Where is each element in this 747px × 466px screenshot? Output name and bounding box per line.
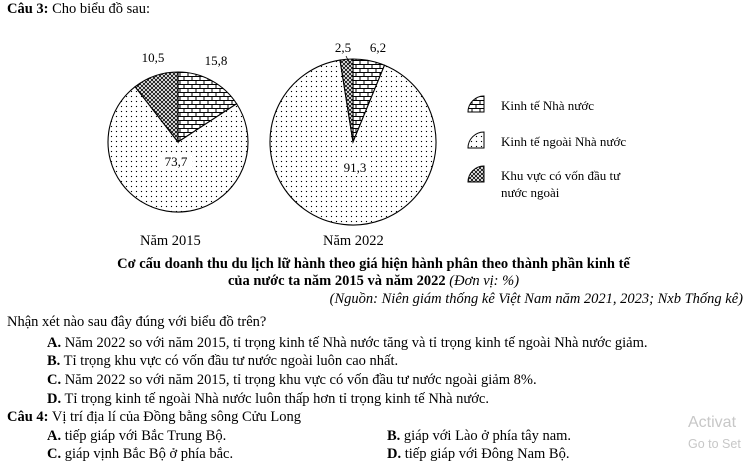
option-text: tiếp giáp với Đông Nam Bộ. xyxy=(404,446,570,462)
legend-label-0: Kinh tế Nhà nước xyxy=(501,98,594,113)
pie-2015-value-label: 73,7 xyxy=(164,154,188,169)
chart-title-line1: Cơ cấu doanh thu du lịch lữ hành theo giá hiện hành phân theo thành phần kinh tế xyxy=(117,256,630,272)
option-text: Tỉ trọng khu vực có vốn đầu tư nước ngoài luôn cao nhất. xyxy=(63,353,399,369)
option-letter: C. xyxy=(47,372,62,388)
pie-2022-value-label: 6,2 xyxy=(369,40,387,55)
legend-swatch-1 xyxy=(468,132,484,148)
option-text: giáp vịnh Bắc Bộ ở phía bắc. xyxy=(64,446,234,462)
option-letter: B. xyxy=(387,428,401,444)
chart-title-main: của nước ta năm 2015 và năm 2022 xyxy=(227,273,446,289)
legend-swatch-2 xyxy=(468,166,484,182)
option-letter: A. xyxy=(47,428,62,444)
legend-label-1: Kinh tế ngoài Nhà nước xyxy=(501,134,627,149)
activation-watermark-line2: Go to Set xyxy=(688,437,741,451)
option-text: Năm 2022 so với năm 2015, tỉ trọng kinh tế Nhà nước tăng và tỉ trọng kinh tế ngoài Nhà nước giảm. xyxy=(64,335,648,351)
question-3-text: Cho biểu đồ sau: xyxy=(52,1,150,17)
question-3-prompt: Nhận xét nào sau đây đúng với biểu đồ trên? xyxy=(7,314,267,330)
pie-2022-year-label: Năm 2022 xyxy=(323,233,384,249)
activation-watermark-line1: Activat xyxy=(688,414,737,431)
q4-option-b[interactable] xyxy=(387,428,571,445)
q3-option-b[interactable] xyxy=(47,353,398,370)
option-letter: D. xyxy=(387,446,402,462)
pie-2015-value-label: 15,8 xyxy=(204,53,228,68)
q4-option-c[interactable] xyxy=(47,446,233,463)
q4-option-d[interactable] xyxy=(387,446,569,463)
pie-2015-year-label: Năm 2015 xyxy=(140,233,201,249)
question-4-text: Vị trí địa lí của Đồng bằng sông Cửu Long xyxy=(51,409,301,425)
question-4-label: Câu 4: xyxy=(7,409,49,425)
legend-swatch-0 xyxy=(468,96,484,112)
chart-title-line2 xyxy=(0,273,747,290)
option-letter: C. xyxy=(47,446,62,462)
option-text: giáp với Lào ở phía tây nam. xyxy=(403,428,572,444)
q3-option-d[interactable] xyxy=(47,391,489,408)
option-text: Tỉ trọng kinh tế ngoài Nhà nước luôn thấp hơn tỉ trọng kinh tế Nhà nước. xyxy=(64,391,489,407)
option-text: Năm 2022 so với năm 2015, tỉ trọng khu vực có vốn đầu tư nước ngoài giảm 8%. xyxy=(64,372,537,388)
chart-source: (Nguồn: Niên giám thống kê Việt Nam năm 2021, 2023; Nxb Thống kê) xyxy=(329,291,743,307)
pie-2022-value-label: 91,3 xyxy=(343,160,367,175)
option-letter: D. xyxy=(47,391,62,407)
question-4-header xyxy=(7,409,301,426)
option-letter: A. xyxy=(47,335,62,351)
q3-option-a[interactable] xyxy=(47,335,648,352)
q3-option-c[interactable] xyxy=(47,372,537,389)
pie-2022-value-label: 2,5 xyxy=(334,40,352,55)
question-3-label: Câu 3: xyxy=(7,1,49,17)
legend-label-2: Khu vực có vốn đầu tư xyxy=(501,168,621,183)
legend-label-2-line2: nước ngoài xyxy=(501,185,560,200)
q4-option-a[interactable] xyxy=(47,428,226,445)
option-text: tiếp giáp với Bắc Trung Bộ. xyxy=(64,428,227,444)
pie-2015-value-label: 10,5 xyxy=(141,50,165,65)
option-letter: B. xyxy=(47,353,61,369)
chart-title-unit: (Đơn vị: %) xyxy=(449,273,520,289)
